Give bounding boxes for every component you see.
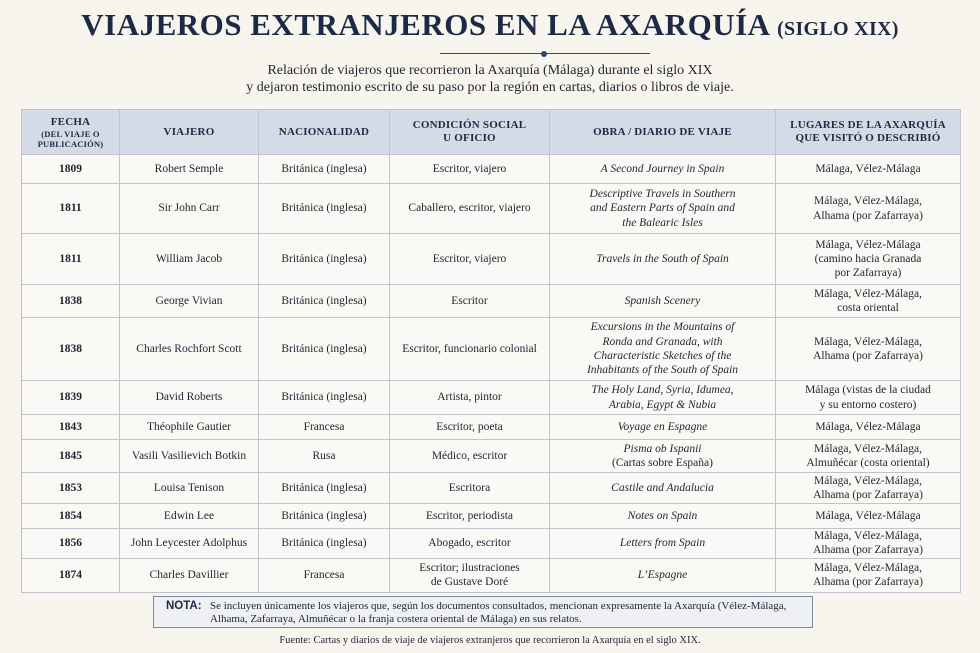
header-fecha-sub1: (DEL VIAJE O	[41, 128, 100, 139]
cell-condition	[390, 558, 550, 592]
cell-work	[550, 415, 776, 440]
cell-condition	[390, 440, 550, 473]
cell-year: 1856	[22, 529, 120, 559]
table-row	[22, 415, 961, 440]
title-sub: (SIGLO XIX)	[777, 18, 899, 40]
cell-nationality: Francesa	[259, 415, 390, 440]
cell-nationality: Británica (inglesa)	[259, 184, 390, 234]
cell-year: 1854	[22, 504, 120, 529]
cell-work	[550, 381, 776, 415]
cell-work	[550, 318, 776, 381]
cell-year: 1811	[22, 234, 120, 285]
cell-year: 1838	[22, 285, 120, 318]
table-row	[22, 184, 961, 234]
note-box	[153, 596, 813, 628]
header-lugares-line2: QUE VISITÓ O DESCRIBIÓ	[795, 132, 941, 144]
cell-nationality: Británica (inglesa)	[259, 234, 390, 285]
cell-condition	[390, 415, 550, 440]
cell-nationality: Británica (inglesa)	[259, 155, 390, 184]
cell-condition-line: Caballero, escritor, viajero	[408, 202, 531, 215]
header-condicion-line1: CONDICIÓN SOCIAL	[412, 119, 527, 131]
cell-year: 1839	[22, 381, 120, 415]
cell-nationality: Británica (inglesa)	[259, 381, 390, 415]
cell-places	[776, 155, 961, 184]
cell-places-line: Málaga, Vélez-Málaga,	[813, 442, 923, 455]
cell-traveler: Edwin Lee	[120, 504, 259, 529]
intro-text	[0, 62, 980, 96]
cell-work-line: Descriptive Travels in Southern	[589, 188, 736, 201]
header-obra: OBRA / DIARIO DE VIAJE	[550, 110, 776, 155]
cell-work-line: Arabia, Egypt & Nubia	[608, 398, 717, 411]
cell-places	[776, 234, 961, 285]
header-fecha	[22, 110, 120, 155]
cell-traveler: Louisa Tenison	[120, 473, 259, 504]
table-row	[22, 381, 961, 415]
cell-places-line: (camino hacia Granada	[814, 252, 922, 265]
cell-condition-line: de Gustave Doré	[430, 576, 509, 589]
cell-places-line: por Zafarraya)	[834, 267, 902, 280]
cell-work	[550, 285, 776, 318]
cell-places-line: Málaga, Vélez-Málaga,	[813, 335, 923, 348]
cell-year: 1809	[22, 155, 120, 184]
cell-condition	[390, 285, 550, 318]
header-lugares	[776, 110, 961, 155]
cell-places-line: Málaga, Vélez-Málaga	[815, 420, 921, 433]
cell-year: 1838	[22, 318, 120, 381]
cell-places-line: Alhama (por Zafarraya)	[813, 209, 923, 222]
cell-traveler: Vasili Vasilievich Botkin	[120, 440, 259, 473]
cell-condition-line: Escritor; ilustraciones	[419, 561, 520, 574]
cell-work	[550, 184, 776, 234]
cell-places-line: Málaga, Vélez-Málaga	[815, 509, 921, 522]
cell-work-line: L’Espagne	[637, 568, 688, 581]
cell-places	[776, 381, 961, 415]
cell-condition	[390, 234, 550, 285]
cell-work	[550, 558, 776, 592]
cell-work-line: and Eastern Parts of Spain and	[590, 202, 735, 215]
cell-traveler: David Roberts	[120, 381, 259, 415]
cell-places-line: costa oriental	[837, 302, 899, 314]
cell-year: 1845	[22, 440, 120, 473]
cell-year: 1843	[22, 415, 120, 440]
cell-year: 1853	[22, 473, 120, 504]
cell-places	[776, 184, 961, 234]
source-text: Fuente: Cartas y diarios de viaje de viajeros extranjeros que recorrieron la Axarquía en el siglo XIX.	[279, 635, 701, 646]
cell-work-line: (Cartas sobre España)	[612, 457, 713, 469]
cell-work-line: Pisma ob Ispanii	[623, 442, 702, 455]
cell-condition-line: Escritora	[448, 481, 491, 494]
cell-work-line: Spanish Scenery	[624, 294, 701, 307]
cell-condition-line: Escritor	[451, 294, 488, 307]
ornament-dot	[541, 51, 547, 57]
cell-places-line: y su entorno costero)	[819, 398, 917, 411]
cell-nationality: Francesa	[259, 558, 390, 592]
cell-work	[550, 473, 776, 504]
table-row	[22, 529, 961, 559]
intro-line-1: Relación de viajeros que recorrieron la Axarquía (Málaga) durante el siglo XIX	[267, 63, 713, 78]
header-nacionalidad: NACIONALIDAD	[259, 110, 390, 155]
cell-places-line: Málaga, Vélez-Málaga,	[813, 561, 923, 574]
header-viajero: VIAJERO	[120, 110, 259, 155]
cell-places	[776, 318, 961, 381]
table-row	[22, 558, 961, 592]
cell-places-line: Málaga, Vélez-Málaga,	[813, 195, 923, 208]
intro-line-2: y dejaron testimonio escrito de su paso por la región en cartas, diarios o libros de viaje.	[246, 80, 734, 95]
cell-condition-line: Escritor, poeta	[436, 420, 503, 433]
table-row	[22, 318, 961, 381]
cell-traveler: John Leycester Adolphus	[120, 529, 259, 559]
note-label: NOTA:	[166, 600, 202, 612]
cell-condition	[390, 184, 550, 234]
cell-places-line: Málaga, Vélez-Málaga,	[813, 474, 923, 487]
cell-traveler: Charles Davillier	[120, 558, 259, 592]
cell-work	[550, 234, 776, 285]
header-fecha-sub2: PUBLICACIÓN)	[37, 138, 104, 149]
cell-work-line: Characteristic Sketches of the	[593, 350, 732, 362]
cell-places-line: Málaga, Vélez-Málaga	[815, 238, 921, 251]
cell-places-line: Málaga (vistas de la ciudad	[805, 384, 931, 397]
cell-work-line: Ronda and Granada, with	[602, 335, 723, 348]
cell-places-line: Málaga, Vélez-Málaga,	[813, 287, 923, 300]
cell-places-line: Málaga, Vélez-Málaga,	[813, 530, 923, 542]
cell-work-line: Excursions in the Mountains of	[590, 321, 735, 334]
cell-traveler: Robert Semple	[120, 155, 259, 184]
cell-nationality: Rusa	[259, 440, 390, 473]
cell-traveler: Charles Rochfort Scott	[120, 318, 259, 381]
cell-work-line: Voyage en Espagne	[617, 420, 708, 433]
cell-traveler: Théophile Gautier	[120, 415, 259, 440]
cell-nationality: Británica (inglesa)	[259, 318, 390, 381]
cell-condition-line: Artista, pintor	[437, 391, 502, 404]
cell-work	[550, 529, 776, 559]
cell-traveler: George Vivian	[120, 285, 259, 318]
cell-condition-line: Escritor, funcionario colonial	[402, 342, 537, 355]
header-condicion	[390, 110, 550, 155]
cell-condition-line: Escritor, viajero	[432, 162, 507, 175]
header-lugares-line1: LUGARES DE LA AXARQUÍA	[790, 119, 946, 131]
cell-condition	[390, 529, 550, 559]
cell-year: 1811	[22, 184, 120, 234]
cell-condition	[390, 504, 550, 529]
cell-places	[776, 415, 961, 440]
cell-traveler: Sir John Carr	[120, 184, 259, 234]
cell-work-line: The Holy Land, Syria, Idumea,	[591, 384, 734, 397]
table-row	[22, 473, 961, 504]
cell-nationality: Británica (inglesa)	[259, 473, 390, 504]
cell-places-line: Málaga, Vélez-Málaga	[815, 162, 921, 175]
cell-condition	[390, 381, 550, 415]
table-header-row	[22, 110, 961, 155]
cell-condition	[390, 155, 550, 184]
cell-work-line: Letters from Spain	[619, 537, 706, 550]
cell-places	[776, 285, 961, 318]
cell-places-line: Alhama (por Zafarraya)	[813, 576, 923, 589]
cell-work	[550, 155, 776, 184]
cell-work-line: Notes on Spain	[627, 509, 698, 522]
cell-work-line: Travels in the South of Spain	[596, 252, 729, 265]
cell-places-line: Almuñécar (costa oriental)	[806, 457, 930, 469]
table-row	[22, 440, 961, 473]
cell-nationality: Británica (inglesa)	[259, 529, 390, 559]
cell-work	[550, 504, 776, 529]
cell-nationality: Británica (inglesa)	[259, 504, 390, 529]
cell-work-line: A Second Journey in Spain	[600, 162, 725, 175]
cell-places	[776, 473, 961, 504]
cell-nationality: Británica (inglesa)	[259, 285, 390, 318]
table-body	[22, 155, 961, 593]
cell-places	[776, 558, 961, 592]
cell-condition	[390, 318, 550, 381]
cell-condition-line: Abogado, escritor	[428, 537, 511, 550]
cell-work-line: the Balearic Isles	[622, 216, 703, 229]
page-title	[0, 6, 980, 48]
cell-places-line: Alhama (por Zafarraya)	[813, 489, 923, 501]
table-row	[22, 234, 961, 285]
note-text: Se incluyen únicamente los viajeros que, según los documentos consultados, mencionan expresamente la Axarquía (Vélez-Málaga, Alhama, Zafarraya, Almuñécar o la franja costera oriental de Málaga) en sus relatos.	[210, 600, 787, 625]
cell-work	[550, 440, 776, 473]
table-row	[22, 155, 961, 184]
cell-condition-line: Médico, escritor	[431, 449, 508, 462]
header-fecha-label: FECHA	[50, 115, 91, 128]
cell-condition-line: Escritor, periodista	[425, 509, 514, 522]
cell-places	[776, 504, 961, 529]
table-row	[22, 285, 961, 318]
cell-condition	[390, 473, 550, 504]
travelers-table	[21, 109, 961, 593]
cell-places-line: Alhama (por Zafarraya)	[813, 350, 923, 362]
cell-work-line: Castile and Andalucia	[611, 481, 714, 494]
cell-places	[776, 440, 961, 473]
cell-condition-line: Escritor, viajero	[432, 252, 507, 265]
cell-places	[776, 529, 961, 559]
cell-places-line: Alhama (por Zafarraya)	[813, 544, 923, 557]
cell-year: 1874	[22, 558, 120, 592]
header-condicion-line2: U OFICIO	[443, 132, 496, 144]
cell-work-line: Inhabitants of the South of Spain	[586, 364, 739, 377]
title-main: VIAJEROS EXTRANJEROS EN LA AXARQUÍA	[81, 7, 769, 42]
title-ornament	[440, 51, 650, 57]
cell-traveler: William Jacob	[120, 234, 259, 285]
table-row	[22, 504, 961, 529]
